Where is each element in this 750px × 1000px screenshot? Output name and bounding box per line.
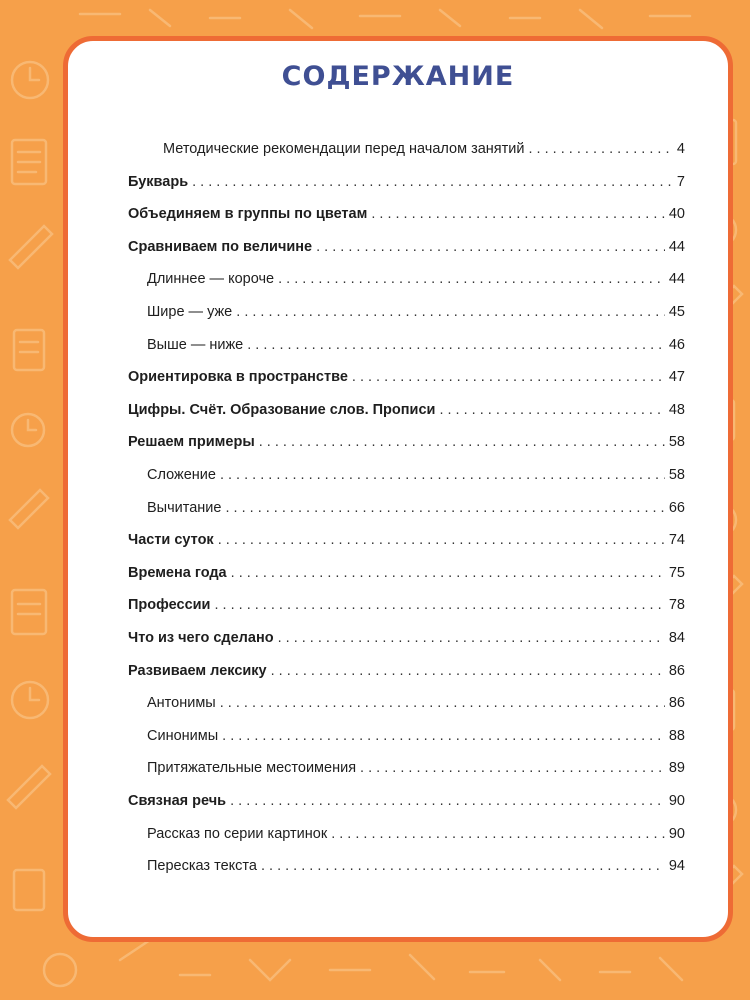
dot-leader — [236, 303, 665, 321]
toc-entry — [128, 792, 685, 810]
toc-entry-page: 90 — [668, 793, 685, 809]
toc-entry-label: Ориентировка в пространстве — [128, 369, 348, 386]
toc-entry — [128, 401, 685, 419]
toc-entry-label: Что из чего сделано — [128, 630, 274, 646]
toc-entry — [128, 173, 685, 191]
toc-entry-page: 45 — [668, 304, 685, 320]
toc-entry-label: Связная речь — [128, 793, 227, 809]
toc-entry-page: 89 — [668, 760, 685, 777]
toc-entry-page: 40 — [668, 206, 685, 223]
dot-leader — [192, 173, 673, 191]
toc-entry-label: Длиннее — короче — [147, 271, 275, 288]
dot-leader — [278, 629, 665, 647]
toc-entry-label: Объединяем в группы по цветам — [128, 206, 368, 223]
toc-entry-label: Сложение — [147, 467, 216, 483]
dot-leader — [231, 564, 665, 582]
toc-entry — [147, 336, 685, 354]
toc-entry-page: 78 — [668, 597, 685, 614]
toc-entry-label: Времена года — [128, 564, 227, 581]
toc-entry — [147, 825, 685, 843]
toc-entry — [128, 368, 685, 386]
dot-leader — [222, 727, 665, 745]
dot-leader — [230, 792, 665, 810]
toc-entry — [147, 759, 685, 777]
toc-entry-page: 75 — [668, 564, 685, 581]
toc-entry — [147, 270, 685, 288]
dot-leader — [225, 499, 664, 517]
toc-entry-page: 84 — [668, 630, 685, 646]
toc-entry-label: Части суток — [128, 532, 214, 549]
toc-entry-page: 47 — [668, 369, 685, 386]
toc-entry-page: 86 — [668, 695, 685, 712]
dot-leader — [439, 401, 664, 419]
toc-entry-label: Синонимы — [147, 727, 219, 744]
toc-entry — [147, 857, 685, 875]
toc-entry-page: 88 — [668, 727, 685, 744]
toc-entry-label: Букварь — [128, 173, 189, 190]
toc-entry-label: Решаем примеры — [128, 434, 255, 451]
page-title: СОДЕРЖАНИЕ — [281, 61, 515, 92]
dot-leader — [259, 433, 665, 451]
toc-entry-page: 94 — [668, 858, 685, 875]
toc-entry-label: Профессии — [128, 597, 211, 614]
pencil-icon — [10, 226, 52, 268]
toc-entry-label: Вычитание — [147, 499, 222, 516]
dot-leader — [247, 336, 665, 354]
toc-entry-label: Развиваем лексику — [128, 662, 267, 679]
table-of-contents — [68, 41, 728, 937]
dot-leader — [371, 205, 665, 223]
toc-entry-page: 58 — [668, 434, 685, 451]
toc-entry — [163, 140, 685, 158]
toc-entry-label: Цифры. Счёт. Образование слов. Прописи — [128, 401, 436, 418]
toc-entry — [128, 238, 685, 256]
toc-entry-label: Методические рекомендации перед началом занятий — [163, 141, 525, 157]
dot-leader — [220, 466, 665, 484]
toc-entry — [147, 499, 685, 517]
dot-leader — [360, 759, 665, 777]
toc-entry-page: 48 — [668, 401, 685, 418]
toc-entry — [128, 564, 685, 582]
toc-entry-page: 90 — [668, 825, 685, 842]
toc-entry-label: Выше — ниже — [147, 336, 244, 353]
dot-leader — [278, 270, 665, 288]
toc-entry — [128, 596, 685, 614]
toc-entry-page: 46 — [668, 336, 685, 353]
toc-entry-page: 86 — [668, 662, 685, 679]
toc-entry-page: 74 — [668, 532, 685, 549]
toc-entry-label: Сравниваем по величине — [128, 238, 313, 255]
toc-entry — [147, 466, 685, 484]
toc-entry — [128, 205, 685, 223]
dot-leader — [261, 857, 665, 875]
toc-entry-label: Шире — уже — [147, 304, 233, 320]
dot-leader — [331, 825, 665, 843]
toc-entry — [128, 662, 685, 680]
toc-entry — [128, 531, 685, 549]
toc-entry-label: Антонимы — [147, 695, 216, 712]
dot-leader — [220, 694, 665, 712]
toc-entry — [147, 727, 685, 745]
toc-entry — [128, 433, 685, 451]
toc-entry-label: Рассказ по серии картинок — [147, 825, 328, 842]
toc-entry-page: 66 — [668, 499, 685, 516]
toc-entry-label: Пересказ текста — [147, 858, 257, 875]
toc-entry — [147, 303, 685, 321]
contents-card — [63, 36, 733, 942]
dot-leader — [214, 596, 664, 614]
toc-entry — [128, 629, 685, 647]
toc-entry — [147, 694, 685, 712]
dot-leader — [352, 368, 665, 386]
toc-entry-page: 58 — [668, 467, 685, 483]
toc-entry-page: 7 — [676, 173, 685, 190]
dot-leader — [271, 662, 665, 680]
toc-entry-label: Притяжательные местоимения — [147, 760, 357, 777]
toc-entry-page: 44 — [668, 238, 685, 255]
dot-leader — [529, 140, 673, 158]
dot-leader — [218, 531, 665, 549]
toc-entry-page: 44 — [668, 271, 685, 288]
toc-entry-page: 4 — [676, 141, 685, 157]
dot-leader — [316, 238, 665, 256]
